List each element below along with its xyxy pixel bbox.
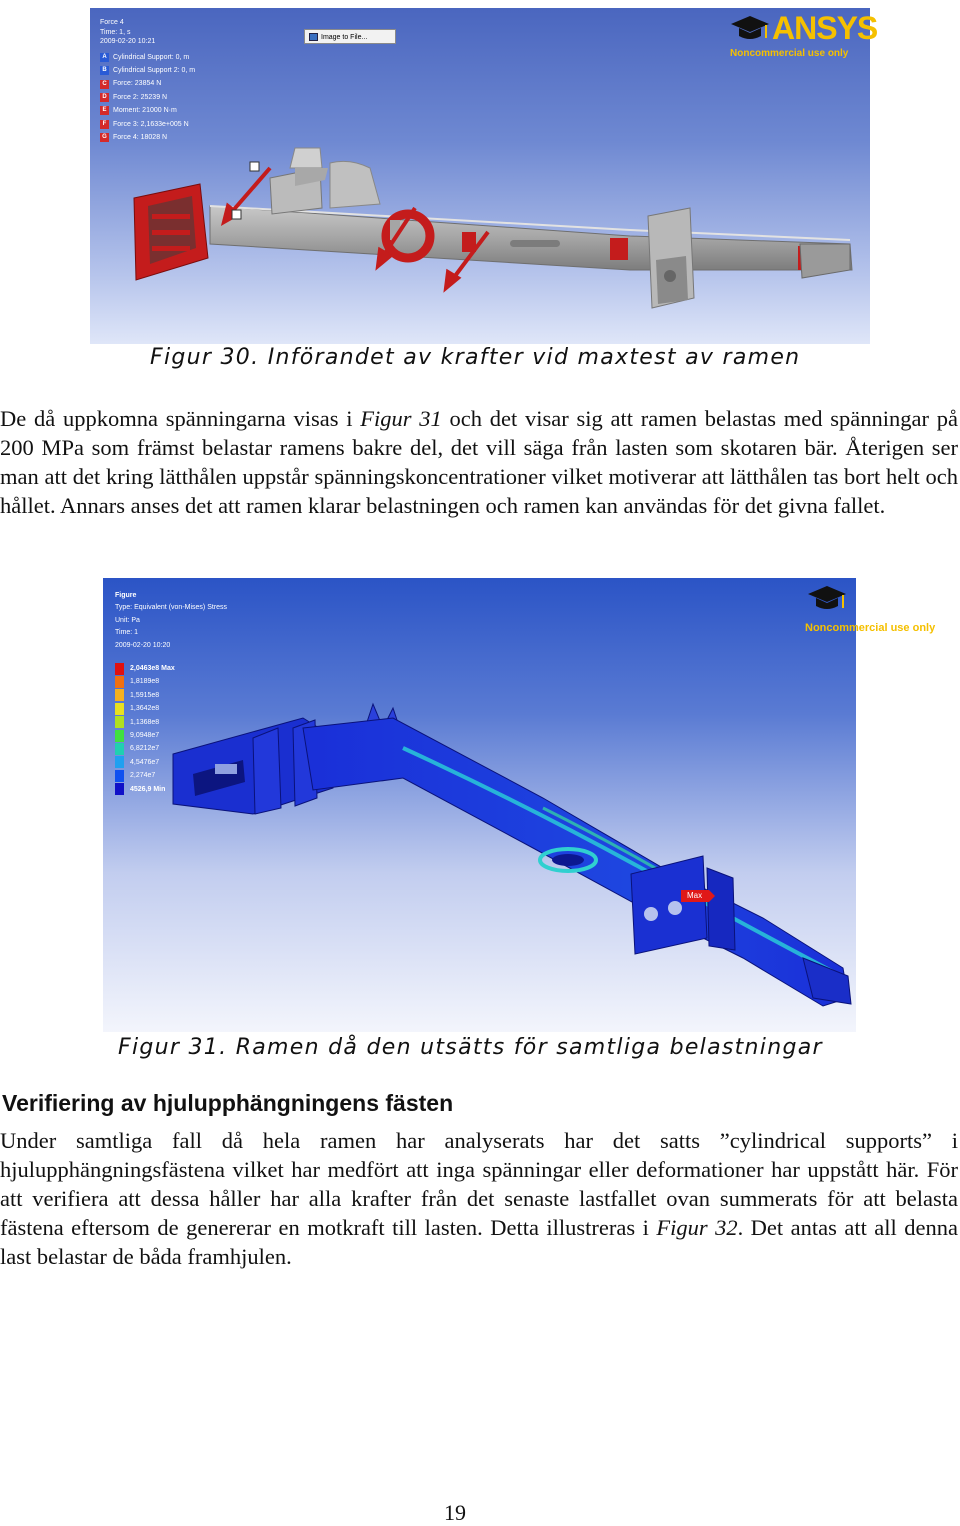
body-paragraph-2	[0, 1126, 958, 1271]
contour-label: 2,274e7	[130, 772, 156, 780]
section-heading: Verifiering av hjulupphängningens fästen	[2, 1090, 454, 1116]
legend-time: Time: 1, s	[100, 28, 131, 36]
logo-subtext: Noncommercial use only	[730, 48, 849, 59]
paragraph-2-rest: . Det antas att all denna last belastar de båda framhjulen.	[0, 1215, 958, 1269]
legend-label: Cylindrical Support 2: 0, m	[113, 66, 196, 74]
paragraph-2-lead: Under samtliga fall då hela ramen har analyserats har det satts ”cylindrical supports” i hjulupphängningsfästena vilket har medfört att inga spänningar eller deformationer har uppstått här. För att verifiera att dessa håller har alla krafter från det senaste lastfallet ovan summerats för att belasta fästena eftersom de genererar en motkraft till lasten. Detta illustreras i	[0, 1128, 958, 1240]
page-number: 19	[444, 1500, 466, 1525]
contour-label: 6,8212e7	[130, 745, 160, 753]
contour-label: 4,5476e7	[130, 758, 160, 766]
legend-date: 2009-02-20 10:20	[115, 641, 171, 649]
figure-30-image	[90, 8, 878, 344]
legend-title: Figure	[115, 592, 137, 599]
legend-key-icon: B	[100, 66, 109, 75]
contour-label: 9,0948e7	[130, 732, 160, 739]
contour-label: 1,5915e8	[130, 691, 160, 699]
contour-label: 1,8189e8	[130, 678, 160, 686]
legend-label: Force 2: 25239 N	[113, 93, 168, 101]
contour-label: 2,0463e8 Max	[130, 665, 175, 672]
logo-subtext: Noncommercial use only	[805, 622, 936, 634]
legend-type: Type: Equivalent (von-Mises) Stress	[115, 604, 228, 612]
figure-31-reference[interactable]: Figur 31	[360, 406, 442, 431]
legend-key-icon: E	[100, 106, 109, 115]
legend-label: Moment: 21000 N·m	[113, 107, 177, 115]
logo-text: ANSYS	[772, 10, 878, 46]
figure-30-caption: Figur 30. Införandet av krafter vid maxtest av ramen	[150, 345, 801, 370]
figure-32-reference[interactable]: Figur 32	[656, 1215, 738, 1240]
legend-label: Cylindrical Support: 0, m	[113, 53, 190, 61]
paragraph-1-lead: De då uppkomna spänningarna visas i	[0, 406, 361, 431]
legend-key-icon: A	[100, 53, 109, 62]
legend-time: Time: 1	[115, 629, 139, 637]
max-marker-label: Max	[687, 891, 703, 900]
body-paragraph-1	[0, 404, 958, 520]
legend-key-icon: G	[100, 133, 109, 142]
contour-label: 1,3642e8	[130, 705, 160, 713]
legend-title: Force 4	[100, 19, 124, 26]
frame-model-loads	[90, 8, 870, 344]
legend-label: Force 3: 2,1633e+005 N	[113, 120, 189, 128]
legend-label: Force: 23854 N	[113, 80, 162, 88]
legend-date: 2009-02-20 10:21	[100, 38, 156, 45]
figure-31-image	[103, 578, 936, 1032]
legend-unit: Unit: Pa	[115, 616, 140, 624]
frame-stress-model	[103, 578, 856, 1032]
image-to-file-label: Image to File...	[321, 34, 368, 41]
legend-key-icon: C	[100, 80, 109, 89]
legend-label: Force 4: 18028 N	[113, 133, 168, 141]
legend-key-icon: F	[100, 120, 109, 129]
legend-key-icon: D	[100, 93, 109, 102]
figure-31-caption: Figur 31. Ramen då den utsätts för samtliga belastningar	[118, 1035, 823, 1060]
contour-label: 1,1368e8	[130, 718, 160, 726]
paragraph-1-rest: och det visar sig att ramen belastas med spänningar på 200 MPa som främst belastar ramens bakre del, det vill säga från lasten som skotaren bär. Återigen ser man att det kring lätthålen uppstår spänningskoncentrationer vilket motiverar att lätthålen tas bort helt och hållet. Annars anses det att ramen klarar belastningen och ramen kan användas för det givna fallet.	[0, 406, 958, 518]
contour-label: 4526,9 Min	[130, 785, 166, 793]
